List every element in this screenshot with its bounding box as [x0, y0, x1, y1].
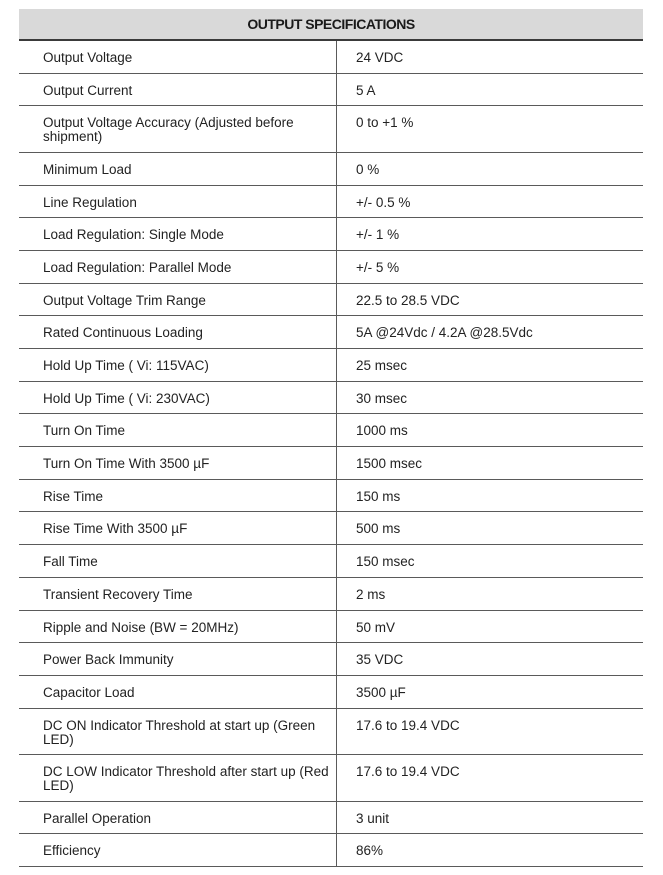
value-cell: 86%: [356, 843, 384, 859]
parameter-cell: Fall Time: [19, 545, 337, 577]
parameter-cell: Rise Time With 3500 µF: [19, 512, 337, 544]
value-cell: 50 mV: [356, 619, 396, 635]
parameter-cell: Load Regulation: Parallel Mode: [19, 251, 337, 283]
parameter-cell: Power Back Immunity: [19, 643, 337, 675]
parameter-cell: Turn On Time With 3500 µF: [19, 447, 337, 479]
value-cell: 2 ms: [356, 586, 386, 602]
parameter-cell: Output Voltage Trim Range: [19, 284, 337, 316]
parameter-cell: Efficiency: [19, 834, 337, 866]
parameter-cell: Ripple and Noise (BW = 20MHz): [19, 611, 337, 643]
table-row: [19, 447, 643, 480]
table-row: [19, 349, 643, 382]
value-cell: 17.6 to 19.4 VDC: [356, 764, 460, 780]
parameter-cell: Output Current: [19, 74, 337, 106]
value-cell: +/- 5 %: [356, 259, 400, 275]
value-cell: 5 A: [356, 82, 376, 98]
table-row: [19, 382, 643, 415]
value-cell: 17.6 to 19.4 VDC: [356, 717, 460, 733]
parameter-cell: Hold Up Time ( Vi: 115VAC): [19, 349, 337, 381]
value-cell: 30 msec: [356, 390, 408, 406]
value-cell: +/- 0.5 %: [356, 194, 411, 210]
table-row: [19, 414, 643, 447]
value-cell: 3500 µF: [356, 684, 406, 700]
table-row: [19, 218, 643, 251]
value-cell: 150 msec: [356, 554, 415, 570]
value-cell: 24 VDC: [356, 50, 404, 65]
parameter-cell: Rise Time: [19, 480, 337, 512]
table-row: [19, 316, 643, 349]
table-row: [19, 676, 643, 709]
table-row: [19, 153, 643, 186]
value-cell: 1500 msec: [356, 456, 423, 472]
table-row: [19, 480, 643, 513]
table-row: [19, 284, 643, 317]
table-row: [19, 512, 643, 545]
value-cell: 1000 ms: [356, 423, 408, 439]
table-row: [19, 545, 643, 578]
table-row: [19, 643, 643, 676]
value-cell: 22.5 to 28.5 VDC: [356, 292, 460, 308]
value-cell: 0 %: [356, 161, 380, 177]
table-row: [19, 834, 643, 867]
table-title: OUTPUT SPECIFICATIONS: [19, 9, 643, 41]
value-cell: +/- 1 %: [356, 227, 400, 243]
parameter-cell: Transient Recovery Time: [19, 578, 337, 610]
parameter-cell: Output Voltage: [19, 41, 337, 73]
value-cell: 150 ms: [356, 488, 401, 504]
output-specifications-table: [19, 9, 643, 867]
parameter-cell: Rated Continuous Loading: [19, 316, 337, 348]
parameter-cell: Parallel Operation: [19, 802, 337, 834]
table-row: [19, 709, 643, 756]
value-cell: 0 to +1 %: [356, 115, 414, 131]
table-row: [19, 802, 643, 835]
parameter-cell: Minimum Load: [19, 153, 337, 185]
table-row: [19, 251, 643, 284]
value-cell: 3 unit: [356, 810, 390, 826]
table-row: [19, 611, 643, 644]
table-row: [19, 106, 643, 153]
parameter-cell: Hold Up Time ( Vi: 230VAC): [19, 382, 337, 414]
value-cell: 35 VDC: [356, 652, 404, 668]
value-cell: 500 ms: [356, 521, 401, 537]
table-row: [19, 41, 643, 74]
table-row: [19, 755, 643, 802]
table-row: [19, 74, 643, 107]
parameter-cell: Output Voltage Accuracy (Adjusted before shipment): [19, 106, 337, 152]
parameter-cell: DC ON Indicator Threshold at start up (Green LED): [19, 709, 337, 755]
parameter-cell: Capacitor Load: [19, 676, 337, 708]
parameter-cell: DC LOW Indicator Threshold after start up (Red LED): [19, 755, 337, 801]
value-cell: 5A @24Vdc / 4.2A @28.5Vdc: [356, 325, 533, 341]
table-row: [19, 578, 643, 611]
parameter-cell: Turn On Time: [19, 414, 337, 446]
parameter-cell: Load Regulation: Single Mode: [19, 218, 337, 250]
value-cell: 25 msec: [356, 358, 408, 373]
parameter-cell: Line Regulation: [19, 186, 337, 218]
table-row: [19, 186, 643, 219]
